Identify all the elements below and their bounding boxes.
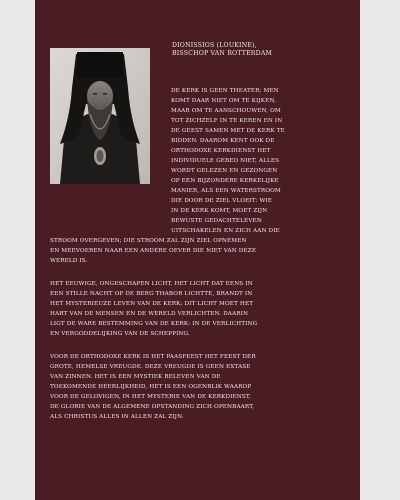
text-line: STROOM OVERGEVEN; DIE STROOM ZAL ZIJN ZIEL OPNEMEN	[50, 238, 247, 244]
text-line: DE KERK IS GEEN THEATER; MEN	[171, 88, 279, 94]
author-title: BISSCHOP VAN ROTTERDAM	[172, 50, 273, 57]
text-line: DE GLORIE VAN DE ALGEMENE OPSTANDING ZICH OPENBAART,	[50, 404, 255, 410]
book-back-cover	[35, 0, 360, 500]
text-line: UITSCHAKELEN EN ZICH AAN DIE	[171, 228, 280, 234]
text-line: MANIER, ALS EEN WATERSTROOM	[171, 188, 281, 194]
text-line: DE GEEST SAMEN MET DE KERK TE	[171, 128, 285, 134]
author-name: DIONISSIOS (LOUKINE),	[172, 42, 257, 49]
text-line: KOMT DAAR NIET OM TE KIJKEN,	[171, 98, 277, 104]
text-line: ORTHODOXE KERKDIENST HET	[171, 148, 271, 154]
text-line: ALS CHRISTUS ALLES IN ALLEN ZAL ZIJN.	[50, 414, 184, 420]
text-line: TOT ZICHZELF IN TE KEREN EN IN	[171, 118, 283, 124]
text-line: VAN ZINNEN. HET IS EEN MYSTIEK BELEVEN VAN DE	[50, 374, 221, 380]
text-line: OP EEN BIJZONDERE KERKELIJKE	[171, 178, 279, 184]
text-line: BIDDEN. DAAROM KENT OOK DE	[171, 138, 275, 144]
text-line: IN DE KERK KOMT, MOET ZIJN	[171, 208, 268, 214]
text-line: WERELD IS.	[50, 258, 88, 264]
text-line: WORDT GELEZEN EN GEZONGEN	[171, 168, 278, 174]
text-line: HART VAN DE MENSEN EN DE WERELD VERLICHTEN. DAARIN	[50, 311, 249, 317]
text-line: LIGT DE WARE BESTEMMING VAN DE KERK: IN DE VERLICHTING	[50, 321, 258, 327]
text-line: VOOR DE GELOVIGEN, IN HET MYSTERIE VAN DE KERKDIENST,	[50, 394, 251, 400]
text-line: EEN STILLE NACHT OP DE BERG THABOR LICHTTE, BRANDT IN	[50, 291, 253, 297]
text-line: BEWUSTE GEDACHTELEVEN	[171, 218, 262, 224]
text-line: HET MYSTERIEUZE LEVEN VAN DE KERK; DIT LICHT MOET HET	[50, 301, 254, 307]
text-line: INDIVIDUELE GEBED NIET, ALLES	[171, 158, 280, 164]
text-line: DIE DOOR DE ZIEL VLOEIT: WIE	[171, 198, 273, 204]
text-line: TOEKOMENDE HEERLIJKHEID, HET IS EEN OGENBLIK WAAROP	[50, 384, 252, 390]
bishop-portrait-photo	[50, 48, 150, 184]
text-line: EN MEEVOEREN NAAR EEN ANDERE OEVER DIE NIET VAN DEZE	[50, 248, 257, 254]
text-line: VOOR DE ORTHODOXE KERK IS HET PAASFEEST HET FEEST DER	[50, 354, 256, 360]
text-line: GROTE, HEMELSE VREUGDE. DEZE VREUGDE IS GEEN EXTASE	[50, 364, 251, 370]
author-credit	[172, 42, 352, 58]
text-line: EN VERGODDELIJKING VAN DE SCHEPPING.	[50, 331, 190, 337]
text-line: HET EEUWIGE, ONGESCHAPEN LICHT, HET LICHT DAT EENS IN	[50, 281, 253, 287]
text-line: MAAR OM TE AANSCHOUWEN, OM	[171, 108, 281, 114]
